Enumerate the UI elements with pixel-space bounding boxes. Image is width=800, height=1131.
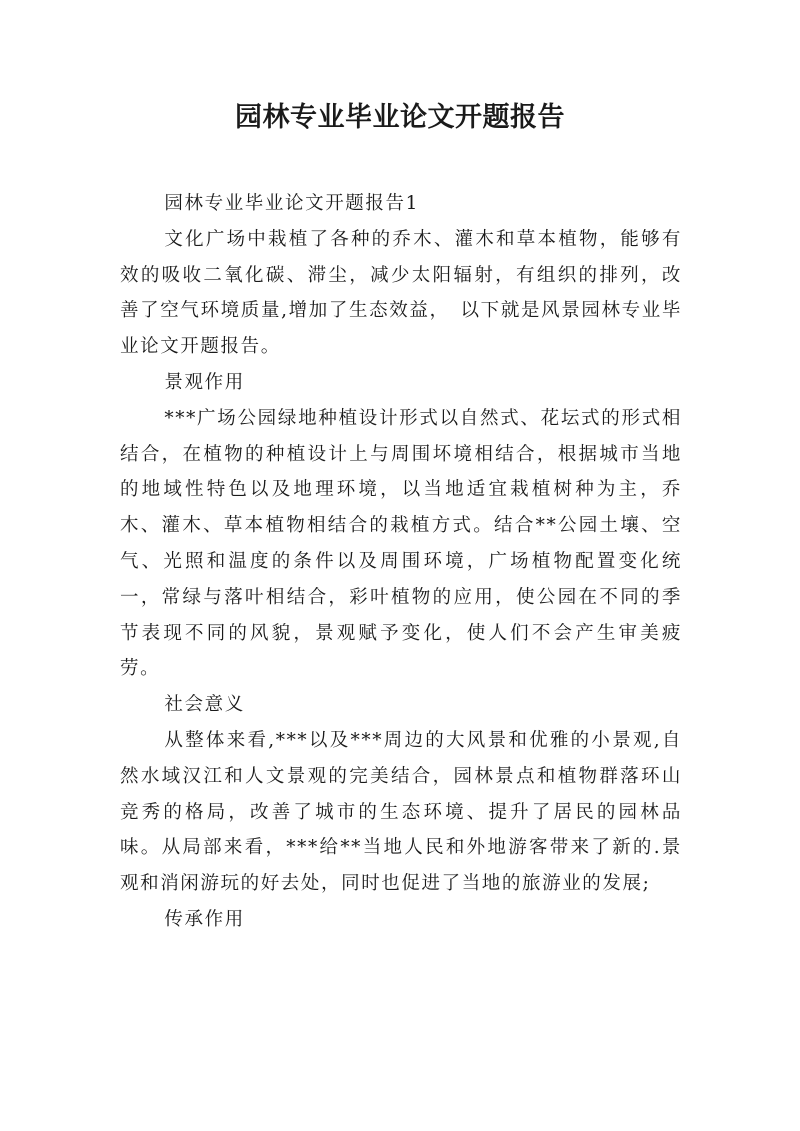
section-heading-report: 园林专业毕业论文开题报告1 (164, 193, 419, 214)
document-body (120, 186, 682, 938)
section-heading-social-significance: 社会意义 (164, 694, 245, 716)
section-heading-landscape-role: 景观作用 (164, 371, 245, 393)
social-significance-paragraph: 从整体来看,***以及***周边的大风景和优雅的小景观,自然水域汉江和人文景观的完美结合，园林景点和植物群落环山竞秀的格局，改善了城市的生态环境、提升了居民的园林品味。从局部来看，***给**当地人民和外地游客带来了新的.景观和消闲游玩的好去处，同时也促进了当地的旅游业的发展; (120, 729, 682, 895)
section-heading-heritage-role: 传承作用 (164, 908, 245, 930)
intro-paragraph: 文化广场中栽植了各种的乔木、灌木和草本植物，能够有效的吸收二氧化碳、滞尘，减少太阳辐射，有组织的排列，改善了空气环境质量,增加了生态效益， 以下就是风景园林专业毕业论文开题报告。 (120, 228, 682, 358)
document-title: 园林专业毕业论文开题报告 (235, 102, 565, 133)
landscape-role-paragraph: ***广场公园绿地种植设计形式以自然式、花坛式的形式相结合，在植物的种植设计上与周围坏境相结合，根据城市当地的地域性特色以及地理环境，以当地适宜栽植树种为主，乔木、灌木、草本植物相结合的栽植方式。结合**公园土壤、空气、光照和温度的条件以及周围环境，广场植物配置变化统一，常绿与落叶相结合，彩叶植物的应用，使公园在不同的季节表现不同的风貌，景观赋予变化，使人们不会产生审美疲劳。 (120, 407, 682, 680)
